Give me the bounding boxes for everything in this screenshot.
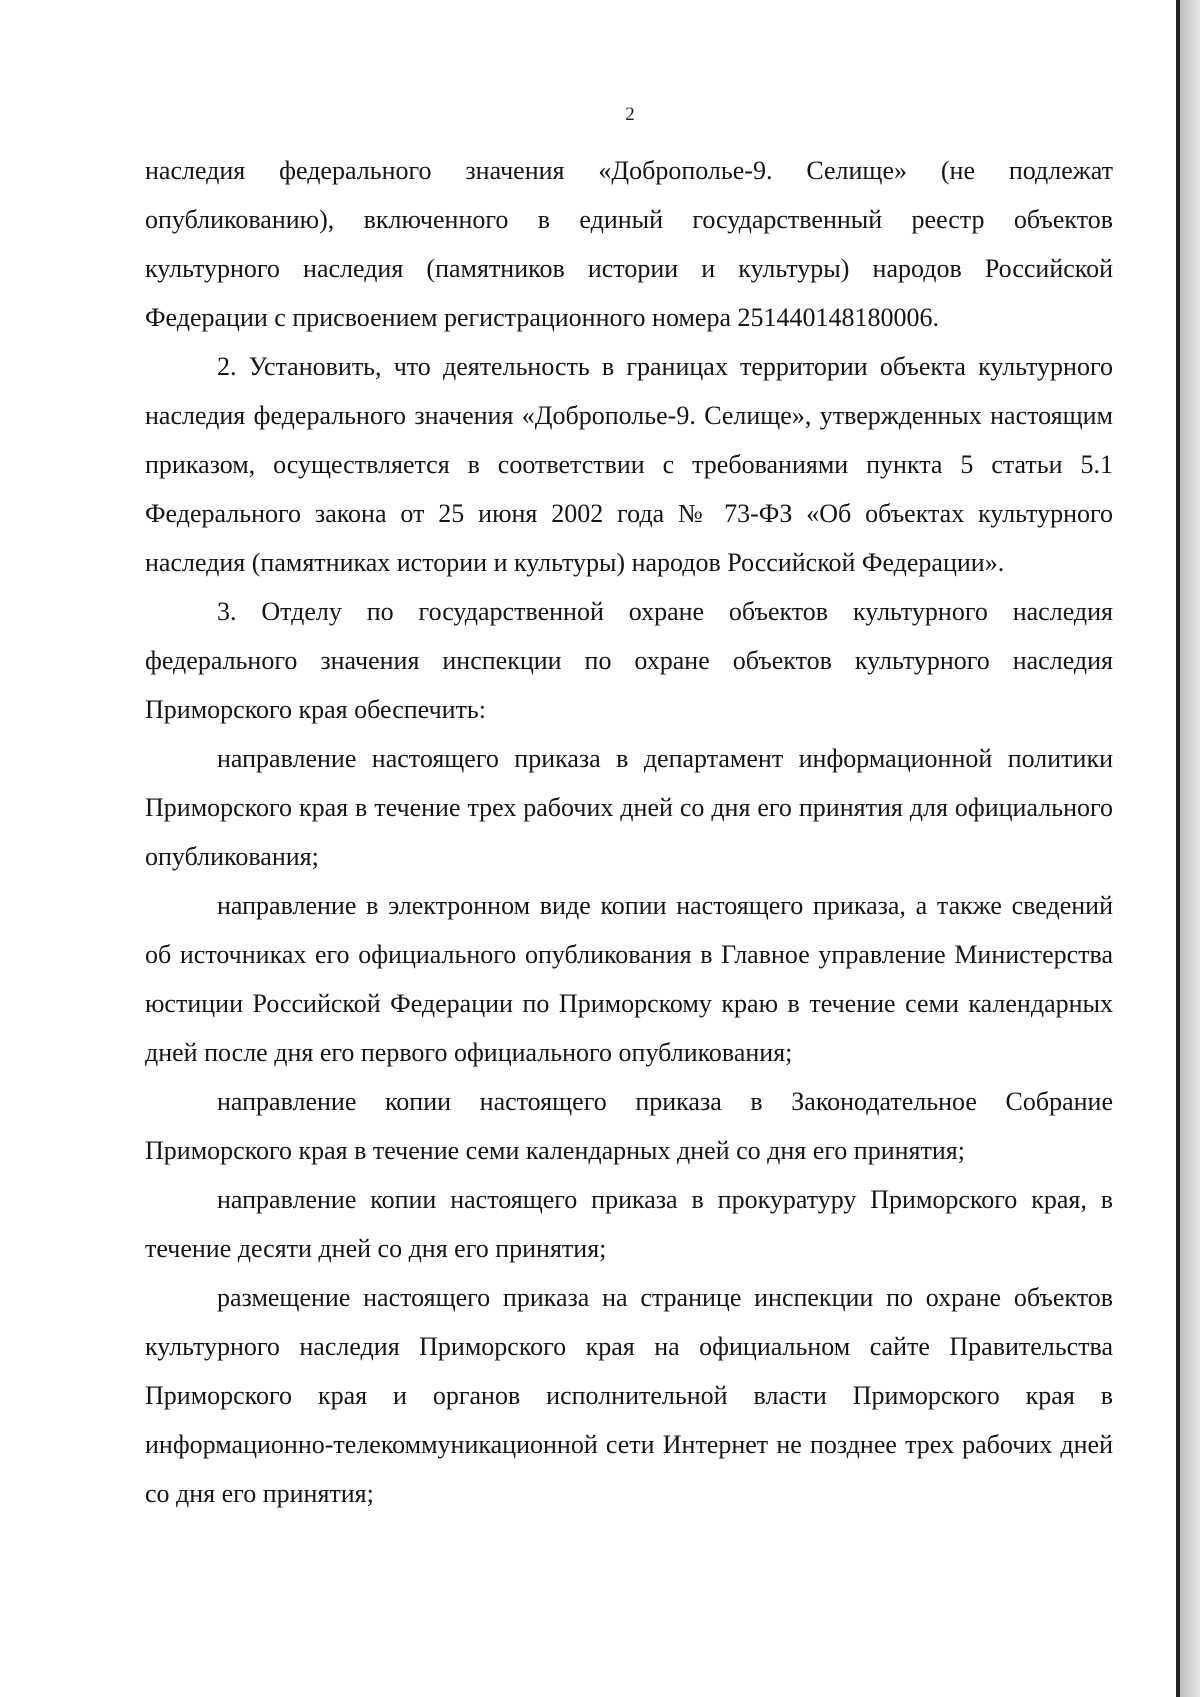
paragraph-continuation: наследия федерального значения «Доброполье-9. Селище» (не подлежат опубликованию), включенного в единый государственный реестр объектов культурного наследия (памятников истории и культуры) народов Российской Федерации с присвоением регистрационного номера 251440148180006. bbox=[145, 156, 1113, 332]
paragraph-item-2: 2. Установить, что деятельность в границах территории объекта культурного наследия федерального значения «Доброполье-9. Селище», утвержденных настоящим приказом, осуществляется в соответствии с требованиями пункта 5 статьи 5.1 Федерального закона от 25 июня 2002 года № 73-ФЗ «Об объектах культурного наследия (памятниках истории и культуры) народов Российской Федерации». bbox=[145, 352, 1113, 577]
page-number: 2 bbox=[625, 104, 635, 125]
paragraph-item-3: 3. Отделу по государственной охране объектов культурного наследия федерального значения инспекции по охране объектов культурного наследия Приморского края обеспечить: bbox=[145, 597, 1113, 724]
paragraph-subitem-publication: направление настоящего приказа в департамент информационной политики Приморского края в течение трех рабочих дней со дня его принятия для официального опубликования; bbox=[145, 744, 1113, 871]
paragraph-subitem-legislative-assembly: направление копии настоящего приказа в Законодательное Собрание Приморского края в течение семи календарных дней со дня его принятия; bbox=[145, 1087, 1113, 1165]
paragraph-subitem-website: размещение настоящего приказа на странице инспекции по охране объектов культурного наследия Приморского края на официальном сайте Правительства Приморского края и органов исполнительной власти Приморского края в информационно-телекоммуникационной сети Интернет не позднее трех рабочих дней со дня его принятия; bbox=[145, 1283, 1113, 1508]
document-body bbox=[145, 146, 1113, 1518]
scan-edge-shadow bbox=[1180, 0, 1200, 1697]
paragraph-subitem-ministry-justice: направление в электронном виде копии настоящего приказа, а также сведений об источниках его официального опубликования в Главное управление Министерства юстиции Российской Федерации по Приморскому краю в течение семи календарных дней после дня его первого официального опубликования; bbox=[145, 891, 1113, 1067]
paragraph-subitem-prosecutor: направление копии настоящего приказа в прокуратуру Приморского края, в течение десяти дней со дня его принятия; bbox=[145, 1185, 1113, 1263]
